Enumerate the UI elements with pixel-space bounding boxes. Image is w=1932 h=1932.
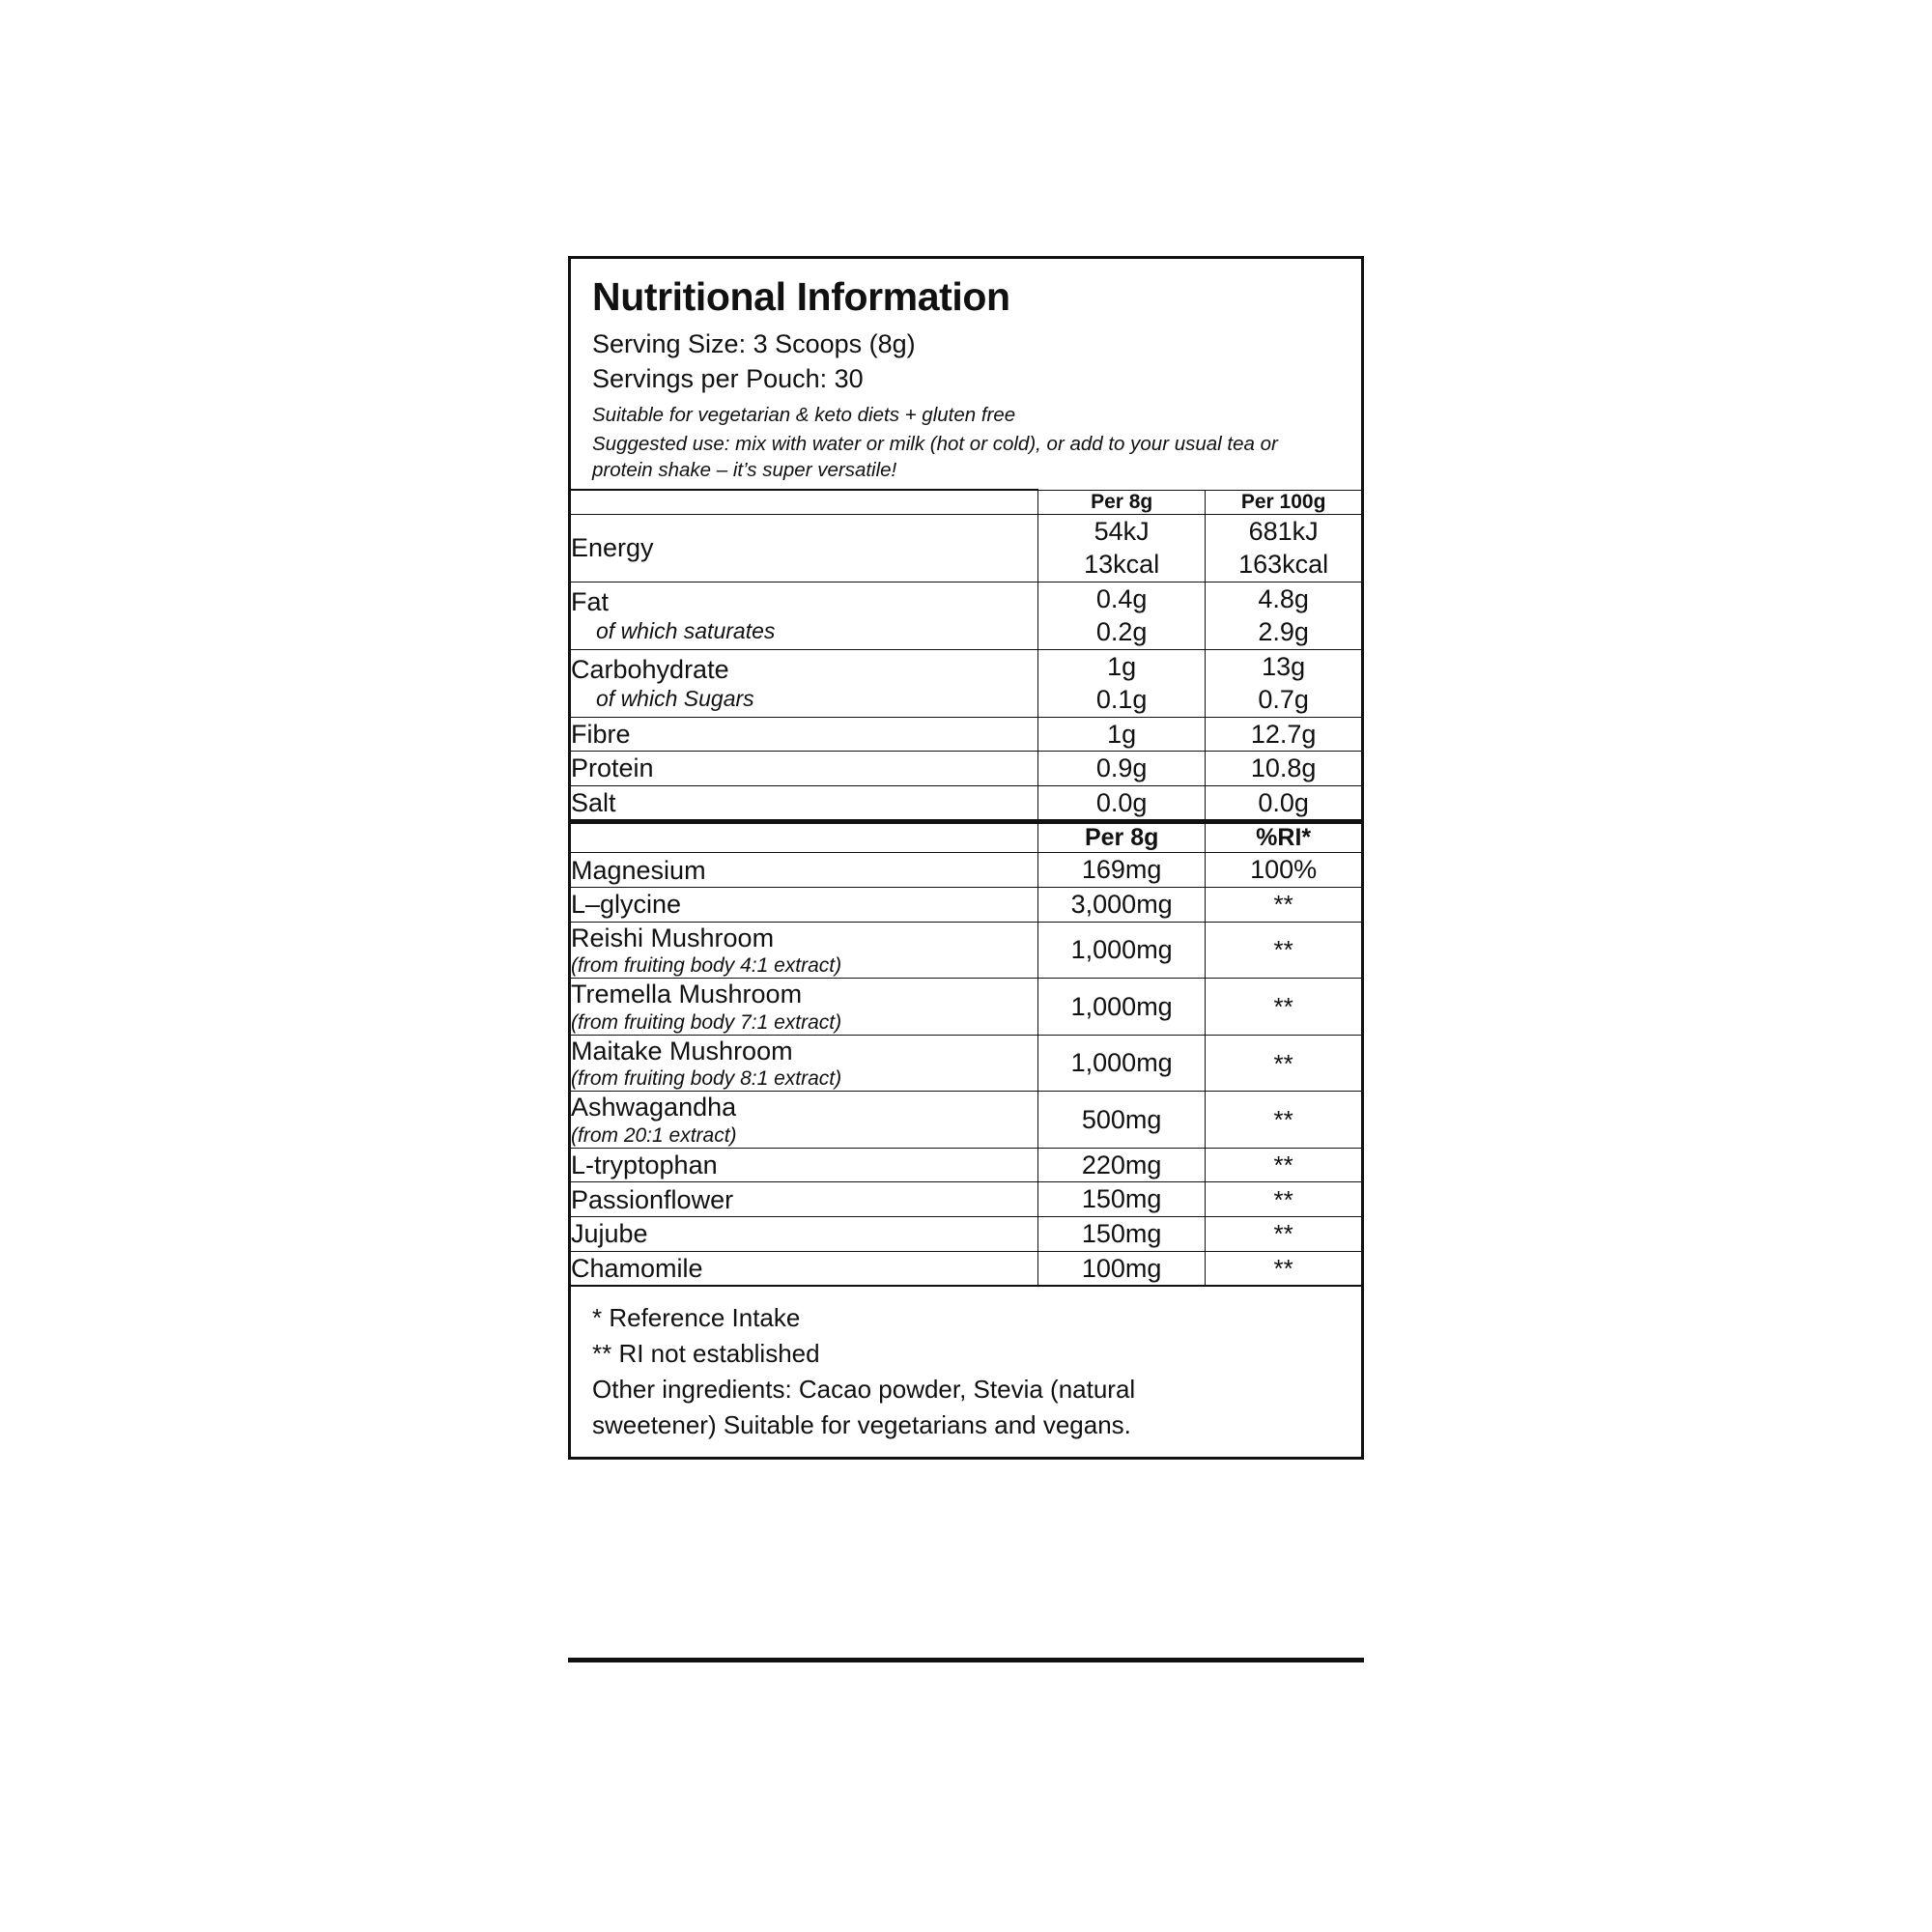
reishi-extract-note: (from fruiting body 4:1 extract) [571, 953, 842, 977]
row-label-reishi [571, 922, 1038, 979]
row-value-fat-per100g [1206, 582, 1361, 649]
nutrition-table-actives [571, 820, 1361, 1286]
row-value-l-tryptophan-ri: ** [1206, 1148, 1361, 1182]
fat-100g: 4.8g [1258, 583, 1309, 613]
row-label-l-tryptophan: L-tryptophan [571, 1148, 1038, 1182]
row-value-carb-per8g [1038, 649, 1206, 717]
row-value-carb-per100g [1206, 649, 1361, 717]
fat-label: Fat [571, 586, 610, 616]
row-value-ashwagandha-amount: 500mg [1038, 1092, 1206, 1149]
sugars-8g: 0.1g [1095, 685, 1148, 715]
row-value-jujube-amount: 150mg [1038, 1216, 1206, 1251]
other-ingredients-line-1: Other ingredients: Cacao powder, Stevia (natural [592, 1374, 1136, 1404]
row-value-fibre-per8g: 1g [1038, 717, 1206, 752]
ashwagandha-extract-note: (from 20:1 extract) [571, 1123, 737, 1147]
table2-header-row [571, 822, 1361, 853]
row-value-protein-per8g: 0.9g [1038, 752, 1206, 786]
nutrition-table-macros [571, 489, 1361, 820]
page-title: Nutritional Information [592, 274, 1010, 319]
row-label-l-glycine: L–glycine [571, 888, 1038, 923]
row-label-protein: Protein [571, 752, 1038, 786]
row-value-energy-per8g [1038, 514, 1206, 582]
row-value-jujube-ri: ** [1206, 1216, 1361, 1251]
carb-8g: 1g [1107, 651, 1137, 681]
row-value-l-glycine-ri: ** [1206, 888, 1361, 923]
saturates-8g: 0.2g [1095, 617, 1148, 647]
row-value-ashwagandha-ri: ** [1206, 1092, 1361, 1149]
row-value-reishi-ri: ** [1206, 922, 1361, 979]
table-row [571, 979, 1361, 1036]
row-label-energy: Energy [571, 514, 1038, 582]
table-row [571, 582, 1361, 649]
footnote-ri-not-established: ** RI not established [592, 1338, 820, 1368]
row-label-chamomile: Chamomile [571, 1251, 1038, 1286]
bottom-rule [568, 1658, 1364, 1662]
row-value-l-glycine-amount: 3,000mg [1038, 888, 1206, 923]
row-value-maitake-ri: ** [1206, 1035, 1361, 1092]
maitake-extract-note: (from fruiting body 8:1 extract) [571, 1067, 842, 1091]
nutrition-panel [568, 256, 1364, 1460]
row-label-jujube: Jujube [571, 1216, 1038, 1251]
reishi-label: Reishi Mushroom [571, 923, 775, 952]
energy-kj-100g: 681kJ [1248, 516, 1319, 546]
row-value-magnesium-ri: 100% [1206, 853, 1361, 888]
row-label-magnesium: Magnesium [571, 853, 1038, 888]
panel-header [571, 259, 1361, 489]
row-label-ashwagandha [571, 1092, 1038, 1149]
row-value-reishi-amount: 1,000mg [1038, 922, 1206, 979]
row-value-salt-per8g: 0.0g [1038, 785, 1206, 820]
row-value-tremella-amount: 1,000mg [1038, 979, 1206, 1036]
row-value-fibre-per100g: 12.7g [1206, 717, 1361, 752]
row-value-chamomile-ri: ** [1206, 1251, 1361, 1286]
row-value-energy-per100g [1206, 514, 1361, 582]
carb-100g: 13g [1262, 651, 1306, 681]
energy-kcal-100g: 163kcal [1238, 550, 1329, 580]
table-header-row [571, 490, 1361, 514]
table-row [571, 888, 1361, 923]
panel-footer [571, 1286, 1361, 1457]
row-value-fat-per8g [1038, 582, 1206, 649]
row-label-passionflower: Passionflower [571, 1182, 1038, 1217]
ashwagandha-label: Ashwagandha [571, 1093, 737, 1122]
table-row [571, 1148, 1361, 1182]
row-value-chamomile-amount: 100mg [1038, 1251, 1206, 1286]
tremella-extract-note: (from fruiting body 7:1 extract) [571, 1010, 842, 1034]
row-label-fibre: Fibre [571, 717, 1038, 752]
row-value-passionflower-amount: 150mg [1038, 1182, 1206, 1217]
table-row [571, 785, 1361, 820]
header2-ri: %RI* [1206, 822, 1361, 853]
row-value-protein-per100g: 10.8g [1206, 752, 1361, 786]
sugars-100g: 0.7g [1258, 685, 1309, 715]
table-row [571, 717, 1361, 752]
carbohydrate-label: Carbohydrate [571, 654, 729, 684]
row-label-salt: Salt [571, 785, 1038, 820]
table-row [571, 1216, 1361, 1251]
table-row [571, 922, 1361, 979]
other-ingredients-line-2: sweetener) Suitable for vegetarians and vegans. [592, 1409, 1131, 1439]
fat-saturates-label: of which saturates [596, 618, 776, 644]
header-per-100g: Per 100g [1206, 490, 1361, 514]
header2-per-8g: Per 8g [1038, 822, 1206, 853]
row-value-magnesium-amount: 169mg [1038, 853, 1206, 888]
row-label-carbohydrate [571, 649, 1038, 717]
tremella-label: Tremella Mushroom [571, 980, 803, 1009]
table-row [571, 1251, 1361, 1286]
fat-8g: 0.4g [1095, 583, 1148, 613]
header-per-8g: Per 8g [1038, 490, 1206, 514]
maitake-label: Maitake Mushroom [571, 1036, 793, 1065]
footnote-reference-intake: * Reference Intake [592, 1303, 801, 1333]
row-value-salt-per100g: 0.0g [1206, 785, 1361, 820]
table-row [571, 1182, 1361, 1217]
row-value-l-tryptophan-amount: 220mg [1038, 1148, 1206, 1182]
diet-note: Suitable for vegetarian & keto diets + gluten free [592, 404, 1016, 427]
row-value-passionflower-ri: ** [1206, 1182, 1361, 1217]
servings-per-pouch-line: Servings per Pouch: 30 [592, 363, 864, 393]
saturates-100g: 2.9g [1258, 617, 1309, 647]
row-value-maitake-amount: 1,000mg [1038, 1035, 1206, 1092]
serving-size-line: Serving Size: 3 Scoops (8g) [592, 329, 916, 359]
table-row [571, 1035, 1361, 1092]
row-label-tremella [571, 979, 1038, 1036]
row-label-fat [571, 582, 1038, 649]
energy-kcal-8g: 13kcal [1084, 550, 1160, 580]
header-blank-cell [571, 490, 1038, 514]
row-value-tremella-ri: ** [1206, 979, 1361, 1036]
header2-blank-cell [571, 822, 1038, 853]
table-row [571, 514, 1361, 582]
energy-kj-8g: 54kJ [1094, 516, 1150, 546]
row-label-maitake [571, 1035, 1038, 1092]
table-row [571, 853, 1361, 888]
table-row [571, 649, 1361, 717]
suggested-use-note: Suggested use: mix with water or milk (hot or cold), or add to your usual tea or protein shake – it’s super versatile! [592, 432, 1278, 481]
table-row [571, 752, 1361, 786]
carbohydrate-sugars-label: of which Sugars [596, 686, 754, 712]
table-row [571, 1092, 1361, 1149]
